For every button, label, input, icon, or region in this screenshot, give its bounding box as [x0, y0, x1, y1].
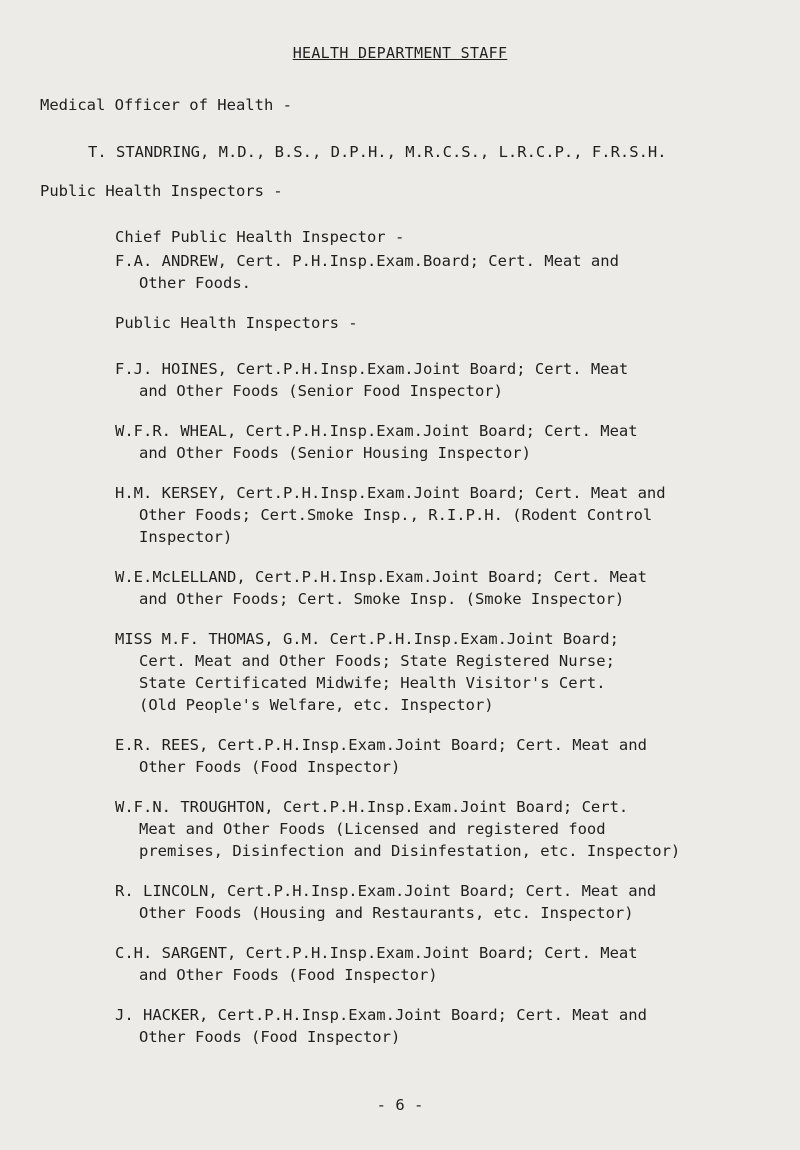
chief-inspector-entry [115, 250, 775, 294]
entry-line: F.A. ANDREW, Cert. P.H.Insp.Exam.Board; Cert. Meat and [115, 252, 619, 270]
inspector-entry [115, 734, 775, 778]
entry-line: J. HACKER, Cert.P.H.Insp.Exam.Joint Board; Cert. Meat and [115, 1006, 647, 1024]
entry-line: E.R. REES, Cert.P.H.Insp.Exam.Joint Board; Cert. Meat and [115, 736, 647, 754]
inspector-entry [115, 796, 775, 862]
entry-line: and Other Foods (Senior Housing Inspector) [139, 444, 531, 462]
page-number: - 6 - [376, 1096, 424, 1114]
entry-line: C.H. SARGENT, Cert.P.H.Insp.Exam.Joint Board; Cert. Meat [115, 944, 638, 962]
entry-line: State Certificated Midwife; Health Visitor's Cert. [139, 674, 606, 692]
entry-line: Other Foods; Cert.Smoke Insp., R.I.P.H. (Rodent Control [139, 506, 653, 524]
entry-line: W.E.McLELLAND, Cert.P.H.Insp.Exam.Joint Board; Cert. Meat [115, 568, 647, 586]
entry-line: Meat and Other Foods (Licensed and registered food [139, 820, 606, 838]
entry-line: R. LINCOLN, Cert.P.H.Insp.Exam.Joint Board; Cert. Meat and [115, 882, 657, 900]
entry-line: F.J. HOINES, Cert.P.H.Insp.Exam.Joint Board; Cert. Meat [115, 360, 629, 378]
inspector-entry [115, 420, 775, 464]
inspector-entry [115, 482, 775, 548]
entry-line: (Old People's Welfare, etc. Inspector) [139, 696, 494, 714]
entry-line: and Other Foods (Senior Food Inspector) [139, 382, 503, 400]
moh-heading: Medical Officer of Health - [40, 96, 292, 114]
entry-line: Other Foods (Housing and Restaurants, etc. Inspector) [139, 904, 634, 922]
entry-line: H.M. KERSEY, Cert.P.H.Insp.Exam.Joint Board; Cert. Meat and [115, 484, 666, 502]
entry-line: and Other Foods; Cert. Smoke Insp. (Smoke Inspector) [139, 590, 625, 608]
inspector-entry [115, 1004, 775, 1048]
chief-heading: Chief Public Health Inspector - [115, 228, 405, 246]
entry-line: W.F.R. WHEAL, Cert.P.H.Insp.Exam.Joint Board; Cert. Meat [115, 422, 638, 440]
inspector-entry [115, 628, 775, 716]
inspector-entry [115, 358, 775, 402]
entry-line: W.F.N. TROUGHTON, Cert.P.H.Insp.Exam.Joint Board; Cert. [115, 798, 629, 816]
entry-line: Other Foods (Food Inspector) [139, 758, 401, 776]
page-title: HEALTH DEPARTMENT STAFF [292, 44, 508, 62]
phi-heading: Public Health Inspectors - [40, 182, 283, 200]
inspector-entry [115, 880, 775, 924]
inspector-entry [115, 566, 775, 610]
entry-line: MISS M.F. THOMAS, G.M. Cert.P.H.Insp.Exam.Joint Board; [115, 630, 619, 648]
entry-line: Other Foods (Food Inspector) [139, 1028, 401, 1046]
entry-line: and Other Foods (Food Inspector) [139, 966, 438, 984]
moh-name: T. STANDRING, M.D., B.S., D.P.H., M.R.C.S., L.R.C.P., F.R.S.H. [88, 143, 667, 161]
inspector-entry [115, 942, 775, 986]
entry-line: Other Foods. [139, 274, 251, 292]
entry-line: premises, Disinfection and Disinfestation, etc. Inspector) [139, 842, 681, 860]
entry-line: Inspector) [139, 528, 233, 546]
entry-line: Cert. Meat and Other Foods; State Registered Nurse; [139, 652, 615, 670]
inspectors-heading: Public Health Inspectors - [115, 314, 358, 332]
